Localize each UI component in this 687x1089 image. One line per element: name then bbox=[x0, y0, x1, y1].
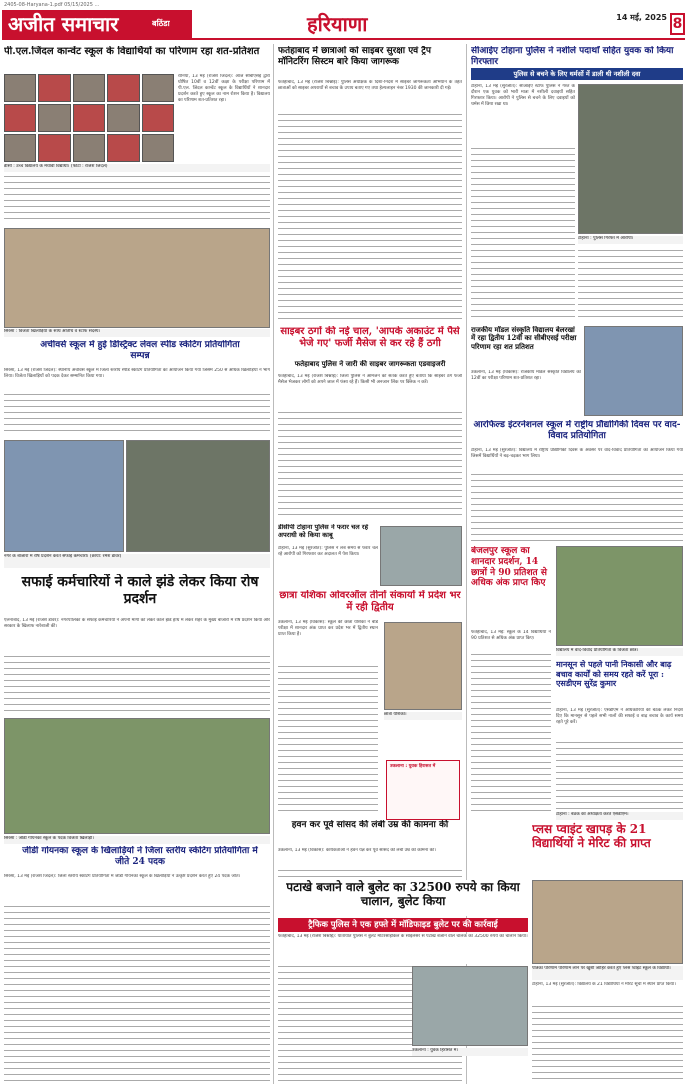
student-photo bbox=[38, 104, 70, 132]
body-wanted: उकलाना, 13 मई (विकास): कार्यकर्ताओं ने हवन यज्ञ कर पूर्व सांसद की लंबी उम्र की कामना की। bbox=[278, 848, 436, 853]
caption-jido: सिरसा : जीडी गोयनका स्कूल के पदक विजेता खिलाड़ी। bbox=[4, 836, 270, 844]
headline-jido: जीडी गोयनका स्कूल के खिलाड़ियों ने जिला स्तरीय स्केटिंग प्रतियोगिता में जीते 24 पदक bbox=[22, 846, 258, 867]
jido-photo bbox=[4, 718, 270, 834]
headline-jindal: पी.एल.जिंदल कान्वेंट स्कूल के विद्यार्थियों का परिणाम रहा शत-प्रतिशत bbox=[4, 46, 260, 57]
police-exam-photo bbox=[380, 526, 462, 586]
body-ajit-school: टोहाना, 13 मई (सुरजीत): विद्यालय में राष्ट्रीय प्रौद्योगिकी दिवस के अवसर पर वाद-विवाद प्रतियोगिता का आयोजन किया गया जिसमें विद्यार्थियों ने बढ़-चढ़कर भाग लिया। bbox=[471, 448, 683, 459]
newspaper-name: अजीत समाचार bbox=[2, 10, 192, 38]
student-photo bbox=[142, 104, 174, 132]
subhead-cyber-thug: फतेहाबाद पुलिस ने जारी की साइबर जागरूकता एडवाइजरी bbox=[294, 360, 446, 368]
student-photos bbox=[4, 74, 174, 162]
body-safai-cont bbox=[4, 654, 270, 714]
bejalpur-photo bbox=[556, 546, 683, 646]
body-cyber-awareness: फतेहाबाद, 13 मई (राजेश बिश्नोई): पुलिस अधीक्षक के दिशा-निर्देश में साइबर जागरूकता अभियान के तहत छात्राओं को साइबर अपराधों से बचाव के उपाय बताए गए तथा हेल्पलाइन नंबर 1930 की जानकारी दी गई। bbox=[278, 80, 462, 91]
headline-bejalpur: बेजलपुर स्कूल का शानदार प्रदर्शन, 14 छात्रों ने 90 प्रतिशत से अधिक अंक प्राप्त किए bbox=[471, 546, 547, 589]
caption-merit: पत्रिका परिणाम परिणाम लाने पर खुशी जाहिर करते हुए प्लस प्वाइंट स्कूल के विद्यार्थी। bbox=[532, 966, 683, 980]
body-nas-cont bbox=[471, 146, 575, 322]
student-photo bbox=[73, 134, 105, 162]
advert-text: उकलाना : युवक हिरासत में bbox=[390, 764, 436, 769]
body-bejalpur-cont bbox=[471, 652, 551, 812]
headline-wanted: हवन कर पूर्व सांसद की लंबी उम्र की कामना की bbox=[291, 820, 449, 830]
headline-cyber-thug: साइबर ठगों की नई चाल, 'आपके अकाउंट में पैसे भेजे गए' फर्जी मैसेज से कर रहे हैं ठगी bbox=[280, 326, 460, 349]
student-photo bbox=[107, 134, 139, 162]
student-photo bbox=[4, 74, 36, 102]
body-chhatra: उकलाना, 13 मई (विकास): स्कूल की छात्रा यशिका ने बोर्ड परीक्षा में शानदार अंक प्राप्त कर प्रदेश भर में द्वितीय स्थान प्राप्त किया है। bbox=[278, 620, 378, 637]
caption-manson: टोहाना : बैठक की अध्यक्षता करते एसडीएम। bbox=[556, 812, 683, 820]
caption-bullet: उकलाना : युवक हिरासत में। bbox=[412, 1048, 528, 1056]
body-skating: सिरसा, 13 मई (राजेश जिंदल): स्थानीय अचीवर्स स्कूल में जिला स्तरीय स्पीड स्केटिंग प्रतियोगिता का आयोजन किया गया जिसमें 250 से अधिक खिलाड़ियों ने भाग लिया। विजेता खिलाड़ियों को पदक देकर सम्मानित किया गया। bbox=[4, 368, 270, 379]
caption-skating: सिरसा : विजेता खिलाड़ियों के साथ अतिथि व स्टाफ सदस्य। bbox=[4, 329, 270, 337]
caption-chhatra: छात्रा यशिका। bbox=[384, 712, 462, 720]
headline-ajit-school: आरफिल्ड इंटरनेशनल स्कूल में राष्ट्रीय प्रौद्योगिकी दिवस पर वाद-विवाद प्रतियोगिता bbox=[473, 420, 681, 441]
student-photo bbox=[107, 74, 139, 102]
student-photo bbox=[142, 134, 174, 162]
body-jindal: रानियां, 13 मई (राजेश जिंदल): आज सीबीएसई द्वारा घोषित 10वीं व 12वीं कक्षा के परीक्षा परिणाम में पी.एल. जिंदल कान्वेंट स्कूल के विद्यार्थियों ने शानदार प्रदर्शन करते हुए स्कूल का नाम रोशन किया है। विद्यालय का परिणाम शत-प्रतिशत रहा। bbox=[178, 74, 270, 103]
edition-city: बठिंडा bbox=[152, 19, 170, 28]
chhatra-photo bbox=[384, 622, 462, 710]
rajkiya-photo bbox=[584, 326, 683, 416]
student-photo bbox=[107, 104, 139, 132]
safai-photo-1 bbox=[4, 440, 124, 552]
safai-photo-2 bbox=[126, 440, 270, 552]
body-jido-cont bbox=[4, 904, 270, 1084]
student-photo bbox=[38, 74, 70, 102]
body-cyber-thug-cont bbox=[278, 410, 462, 520]
body-nas: टोहाना, 13 मई (सुरजीत): सीआईए स्टाफ पुलिस ने गश्त के दौरान एक युवक को भारी मात्रा में नशीली दवाइयों सहित गिरफ्तार किया। आरोपी ने पुलिस से बचने के लिए दवाइयों को थर्मस में छिपा रखा था। bbox=[471, 84, 575, 107]
student-photo bbox=[73, 104, 105, 132]
headline-chhatra: छात्रा यशिका ओवरऑल तीनों संकायों में प्रदेश भर में रही द्वितीय bbox=[279, 590, 461, 613]
body-jindal-cont bbox=[4, 174, 270, 224]
student-photo bbox=[4, 134, 36, 162]
body-manson: टोहाना, 13 मई (सुरजीत): एसडीएम ने अधिकारियों की बैठक लेकर निर्देश दिए कि मानसून से पहले सभी नालों की सफाई व बाढ़ बचाव के कार्य समय रहते पूरे करें। bbox=[556, 708, 683, 725]
body-rajkiya: उकलाना, 13 मई (विकास): राजकीय मॉडल संस्कृति विद्यालय का 12वीं का परीक्षा परिणाम शत-प्रतिशत रहा। bbox=[471, 370, 581, 381]
caption-nas: टोहाना : पुलिस गिरफ्त में आरोपी। bbox=[578, 236, 683, 244]
headline-bullet: पटाखे बजाने वाले बुलेट का 32500 रुपये का किया चालान, बुलेट किया bbox=[278, 880, 528, 916]
headline-cyber-awareness: फतेहाबाद में छात्राओं को साइबर सुरक्षा एवं ट्रैप मॉनिटरिंग सिस्टम बारे किया जागरूक bbox=[278, 46, 431, 67]
body-nas-cont-2 bbox=[578, 248, 683, 322]
body-chhatra-cont bbox=[278, 664, 378, 814]
caption-ajit-school: विद्यालय में वाद-विवाद प्रतियोगिता के विजेता छात्र। bbox=[556, 648, 683, 656]
headline-nas: सीआईए टोहाना पुलिस ने नशीले पदार्थों सहित युवक को किया गिरफ्तार bbox=[471, 46, 674, 66]
body-jido: सिरसा, 13 मई (राजेश जिंदल): जिला स्तरीय स्केटिंग प्रतियोगिता में जीडी गोयनका स्कूल के खिलाड़ियों ने उत्कृष्ट प्रदर्शन करते हुए 24 पदक जीते। bbox=[4, 874, 241, 879]
body-safai: ऐलनाबाद, 13 मई (राजेश डावर): नगरपालिका के सफाई कर्मचारियों ने अपनी मांगों को लेकर काले झंडे हाथ में लेकर शहर के मुख्य बाजारों में रोष प्रदर्शन किया और सरकार के खिलाफ नारेबाजी की। bbox=[4, 618, 270, 629]
student-photo bbox=[38, 134, 70, 162]
banner-nas: पुलिस से बचने के लिए थर्मसों में डाली थी नशीली दवा bbox=[471, 68, 683, 80]
page-number: 8 bbox=[670, 13, 685, 35]
column-rule bbox=[273, 44, 274, 1084]
student-photo bbox=[4, 104, 36, 132]
headline-rajkiya: राजकीय मॉडल संस्कृति विद्यालय बेलरखां में रहा द्वितीय 12वीं का सीबीएसई परीक्षा परिणाम रहा शत प्रतिशत bbox=[471, 326, 577, 351]
skating-photo bbox=[4, 228, 270, 328]
print-slug: 2405-08-Haryana-1.pdf 05/15/2025 ... bbox=[4, 2, 100, 8]
headline-safai: सफाई कर्मचारियों ने काले झंडे लेकर किया रोष प्रदर्शन bbox=[21, 574, 259, 607]
caption-safai: नगर के बाजारों में रोष प्रदर्शन करते सफाई कर्मचारी। (छाया: रमेश डावर) bbox=[4, 554, 270, 568]
headline-manson: मानसून से पहले पानी निकासी और बाढ़ बचाव कार्यों को समय रहते करें पूरा : एसडीएम सुरेंद्र कुमार bbox=[556, 660, 672, 689]
headline-police-exam: डीसीपी टोहाना पुलिस ने फरार चल रहे अपराधी को किया काबू bbox=[278, 524, 369, 539]
body-cyber-thug: फतेहाबाद, 13 मई (राजेश बिश्नोई): जिला पुलिस ने आमजन को सतर्क करते हुए बताया कि साइबर ठग फर्जी मैसेज भेजकर लोगों को अपने जाल में फंसा रहे हैं। किसी भी अनजान लिंक पर क्लिक न करें। bbox=[278, 374, 462, 385]
body-bullet: फतेहाबाद, 13 मई (राजेश बिश्नोई): यातायात पुलिस ने बुलेट मोटरसाइकिल के साइलेंसर से पटाखे बजाने वाले चालक का 32500 रुपये का चालान किया। bbox=[278, 934, 528, 964]
advert-box bbox=[386, 760, 460, 820]
merit-photo bbox=[532, 880, 683, 964]
body-police-exam: टोहाना, 13 मई (सुरजीत): पुलिस ने लंबे समय से फरार चल रहे आरोपी को गिरफ्तार कर अदालत में पेश किया। bbox=[278, 546, 378, 557]
body-bejalpur: फतेहाबाद, 13 मई: स्कूल के 14 विद्यार्थियों ने 90 प्रतिशत से अधिक अंक प्राप्त किए। bbox=[471, 630, 551, 641]
nas-photo bbox=[578, 84, 683, 234]
banner-bullet: ट्रैफिक पुलिस ने एक हफ्ते में मॉडिफाइड बुलेट पर की कार्रवाई bbox=[278, 918, 528, 932]
headline-skating: अचीवर्स स्कूल में हुई डिस्ट्रिक्ट लेवल स्पीड स्केटिंग प्रतियोगिता सम्पन्न bbox=[40, 340, 240, 361]
masthead bbox=[2, 10, 685, 40]
body-cyber-awareness-cont bbox=[278, 112, 462, 322]
body-merit: टोहाना, 13 मई (सुरजीत): विद्यालय के 21 विद्यार्थियों ने मेरिट सूची में स्थान प्राप्त किया। bbox=[532, 982, 676, 987]
body-manson-cont bbox=[556, 740, 683, 812]
body-ajit-school-cont bbox=[471, 472, 683, 542]
headline-merit: प्लस प्वाइंट खापड़ के 21 विद्यार्थियों ने मेरिट की प्राप्त bbox=[532, 822, 651, 851]
caption-jindal: डीसी : उच्च विद्यालय के मेधावी विद्यार्थी। (फोटो : राजेश जिंदल) bbox=[4, 164, 270, 172]
body-merit-cont bbox=[532, 1004, 683, 1084]
body-skating-cont bbox=[4, 392, 270, 434]
bullet-photo bbox=[412, 966, 528, 1046]
issue-date: 14 मई, 2025 bbox=[616, 13, 667, 22]
student-photo bbox=[73, 74, 105, 102]
section-title: हरियाणा bbox=[307, 12, 368, 36]
student-photo bbox=[142, 74, 174, 102]
